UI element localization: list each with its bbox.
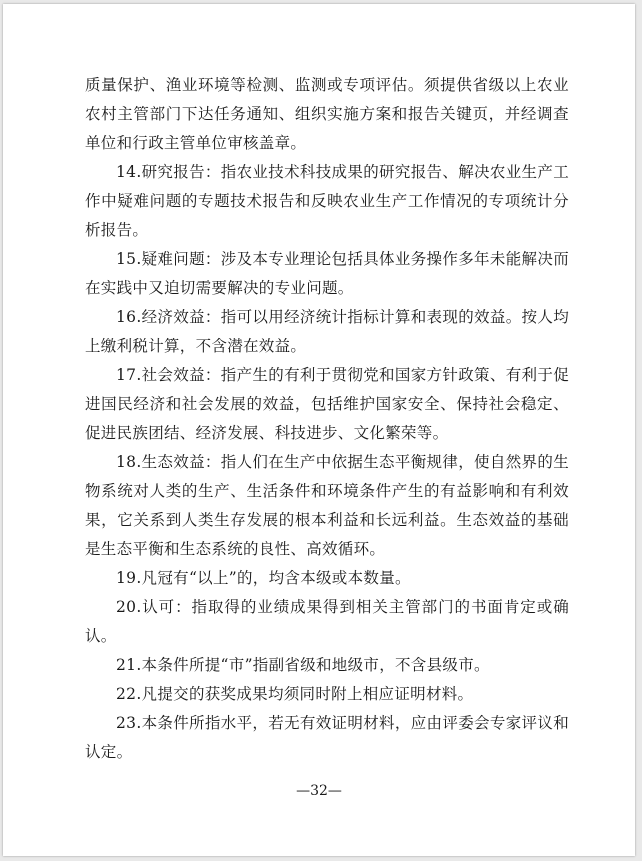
paragraph-recognition: 20.认可：指取得的业绩成果得到相关主管部门的书面肯定或确认。 [85,598,569,645]
page-number: —32— [296,783,342,799]
paragraph-ecological-benefit: 18.生态效益：指人们在生产中依据生态平衡规律，使自然界的生物系统对人类的生产、生活条件和环境条件产生的有益影响和有利效果，它关系到人类生存发展的根本利益和长远利益。生态效益的基础是生态平衡和生态系统的良性、高效循环。 [85,453,569,558]
paragraph-social-benefit: 17.社会效益：指产生的有利于贯彻党和国家方针政策、有利于促进国民经济和社会发展的效益，包括维护国家安全、保持社会稳定、促进民族团结、经济发展、科技进步、文化繁荣等。 [85,366,569,442]
paragraph-city-definition: 21.本条件所提“市”指副省级和地级市，不含县级市。 [116,656,490,674]
paragraph-research-report: 14.研究报告：指农业技术科技成果的研究报告、解决农业生产工作中疑难问题的专题技术报告和反映农业生产工作情况的专项统计分析报告。 [85,163,569,239]
paragraph-continued: 质量保护、渔业环境等检测、监测或专项评估。须提供省级以上农业农村主管部门下达任务通知、组织实施方案和报告关键页，并经调查单位和行政主管单位审核盖章。 [85,76,569,152]
document-page [3,4,635,856]
paragraph-difficult-problem: 15.疑难问题：涉及本专业理论包括具体业务操作多年未能解决而在实践中又迫切需要解决的专业问题。 [85,250,569,297]
paragraph-expert-review: 23.本条件所指水平，若无有效证明材料，应由评委会专家评议和认定。 [85,714,569,761]
paragraph-economic-benefit: 16.经济效益：指可以用经济统计指标计算和表现的效益。按人均上缴利税计算，不含潜在效益。 [85,308,569,355]
paragraph-above-definition: 19.凡冠有“以上”的，均含本级或本数量。 [116,569,411,587]
paragraph-award-evidence: 22.凡提交的获奖成果均须同时附上相应证明材料。 [116,685,474,703]
document-body [85,71,569,767]
